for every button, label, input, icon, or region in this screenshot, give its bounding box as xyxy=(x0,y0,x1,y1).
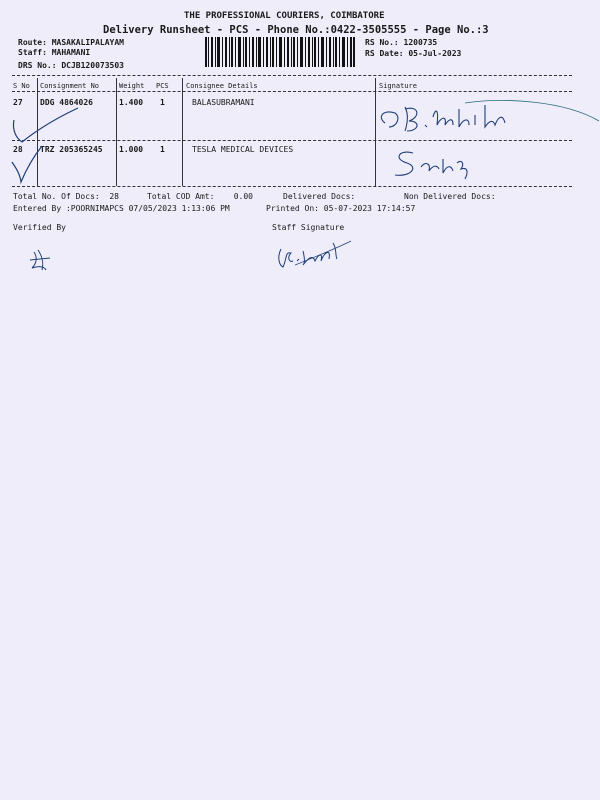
delivered-docs: Delivered Docs: xyxy=(283,192,356,201)
drs-number: DRS No.: DCJB120073503 xyxy=(18,61,124,70)
staff-signature xyxy=(275,235,365,275)
table-header-rule xyxy=(12,91,572,92)
col-sep xyxy=(182,78,183,186)
verified-by-label: Verified By xyxy=(13,223,66,232)
runsheet-subtitle: Delivery Runsheet - PCS - Phone No.:0422-3505555 - Page No.:3 xyxy=(103,24,489,36)
row-28-consignee: TESLA MEDICAL DEVICES xyxy=(192,145,294,154)
col-header-sno: S No xyxy=(13,82,30,90)
row-27-consignee: BALASUBRAMANI xyxy=(192,98,255,107)
company-title: THE PROFESSIONAL COURIERS, COIMBATORE xyxy=(184,11,385,21)
table-top-rule xyxy=(12,75,572,76)
verifier-signature xyxy=(28,248,68,273)
rs-date: RS Date: 05-Jul-2023 xyxy=(365,49,462,58)
col-header-signature: Signature xyxy=(379,82,417,90)
row-27-sno: 27 xyxy=(13,98,23,107)
staff-label: Staff: MAHAMANI xyxy=(18,48,91,57)
signature-row-27 xyxy=(375,95,600,140)
tick-mark-row-28 xyxy=(6,144,56,189)
tick-mark-row-27 xyxy=(6,98,86,148)
table-bottom-rule xyxy=(12,186,572,187)
barcode xyxy=(205,37,355,67)
col-header-consignment: Consignment No xyxy=(40,82,100,90)
row-28-consignment: TRZ 205365245 xyxy=(40,145,103,154)
signature-row-28 xyxy=(385,145,485,185)
row-27-pcs: 1 xyxy=(160,98,165,107)
total-cod: Total COD Amt: 0.00 xyxy=(147,192,253,201)
row-28-weight: 1.000 xyxy=(119,145,144,154)
staff-signature-label: Staff Signature xyxy=(272,223,345,232)
col-sep xyxy=(116,78,117,186)
total-docs: Total No. Of Docs: 28 xyxy=(13,192,119,201)
col-header-pcs: PCS xyxy=(156,82,169,90)
row-28-sno: 28 xyxy=(13,145,23,154)
row-divider xyxy=(12,140,572,141)
col-header-weight: Weight xyxy=(119,82,145,90)
non-delivered-docs: Non Delivered Docs: xyxy=(404,192,496,201)
col-header-consignee: Consignee Details xyxy=(186,82,258,90)
row-27-weight: 1.400 xyxy=(119,98,144,107)
route-label: Route: MASAKALIPALAYAM xyxy=(18,38,124,47)
printed-on: Printed On: 05-07-2023 17:14:57 xyxy=(266,204,416,213)
entered-by: Entered By :POORNIMAPCS 07/05/2023 1:13:06 PM xyxy=(13,204,230,213)
row-28-pcs: 1 xyxy=(160,145,165,154)
row-27-consignment: DDG 4864026 xyxy=(40,98,93,107)
rs-number: RS No.: 1200735 xyxy=(365,38,438,47)
